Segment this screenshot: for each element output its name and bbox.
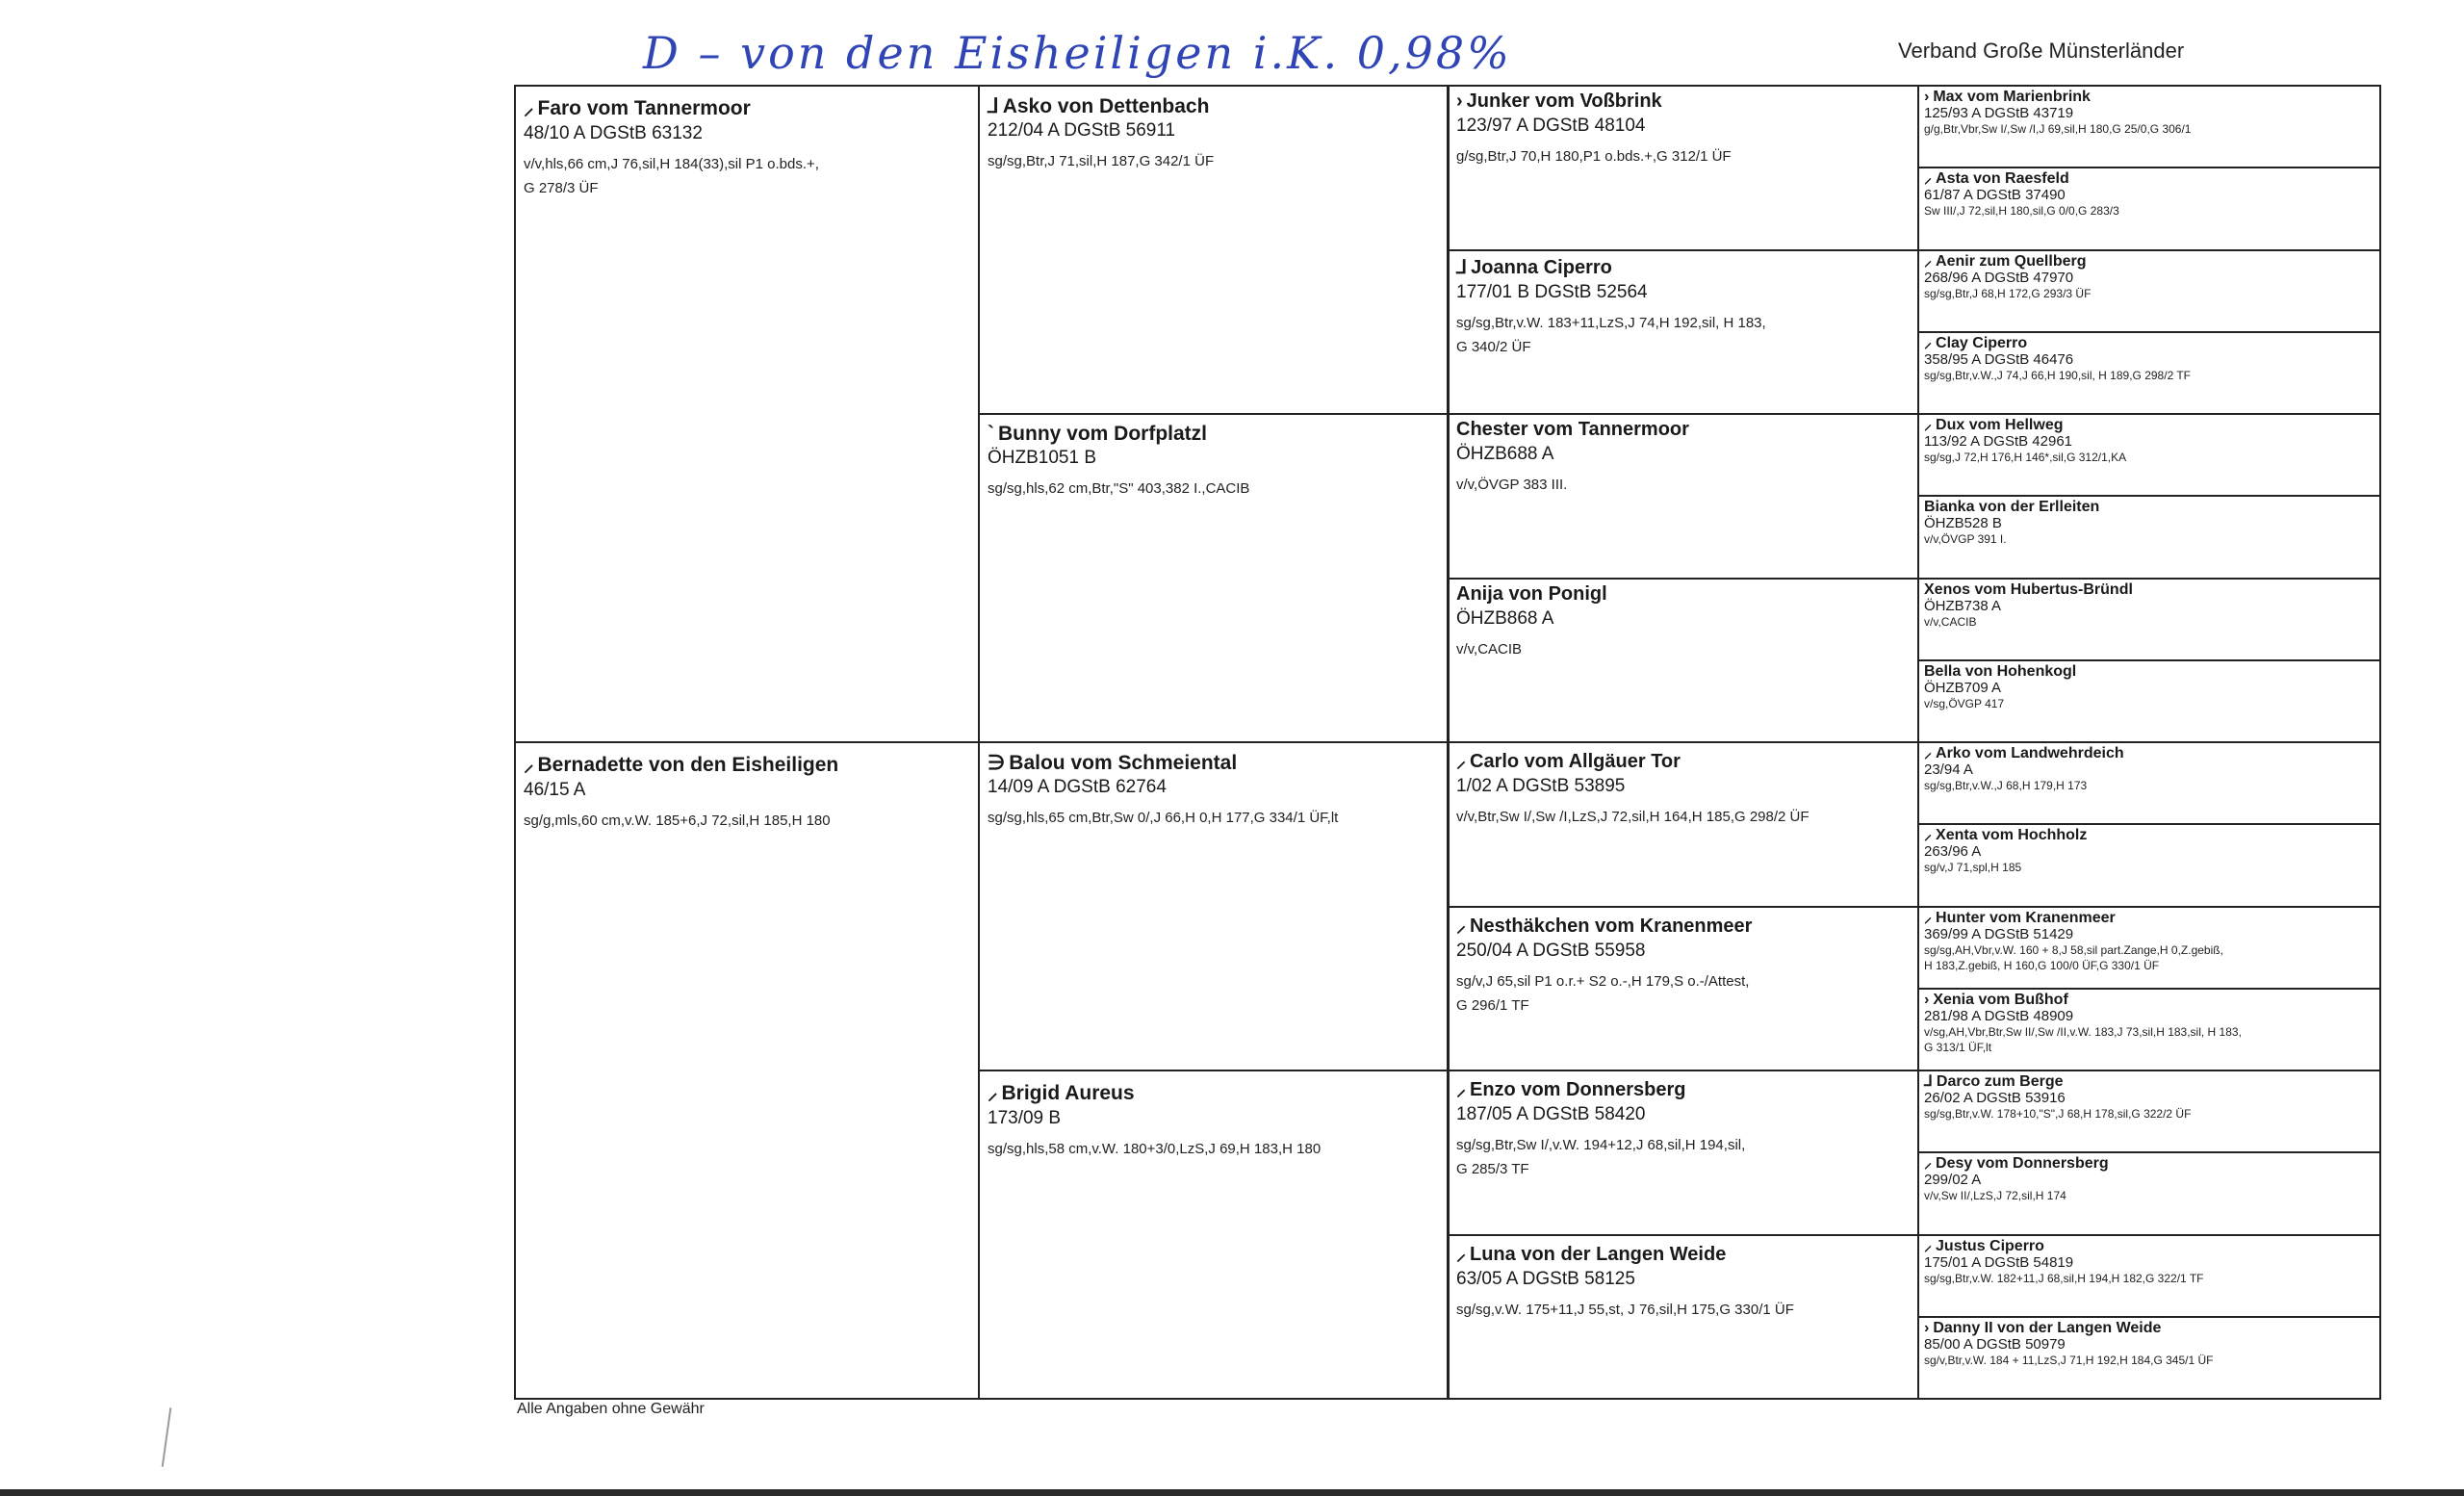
- hand-tick-mark: ⸝: [1924, 334, 1933, 351]
- performance-details: [1924, 614, 2374, 630]
- detail-line: v/v,ÖVGP 391 I.: [1924, 532, 2007, 547]
- pedigree-cell-gen2: [978, 1070, 1449, 1400]
- pedigree-cell-gen4: [1917, 413, 2381, 497]
- pedigree-cell-gen4: [1917, 249, 2381, 333]
- dog-name: [1456, 912, 1911, 938]
- performance-details: [524, 809, 970, 833]
- dog-name: [1924, 89, 2374, 106]
- dog-name-text: Carlo vom Allgäuer Tor: [1470, 751, 1681, 772]
- disclaimer-note: Alle Angaben ohne Gewähr: [517, 1401, 705, 1417]
- performance-details: [1924, 1271, 2374, 1286]
- detail-line: sg/sg,Btr,v.W.,J 74,J 66,H 190,sil, H 189,G 298/2 TF: [1924, 368, 2192, 382]
- pedigree-cell-gen4: [1917, 495, 2381, 579]
- hand-tick-mark: ⸝: [1924, 745, 1933, 761]
- detail-line: H 183,Z.gebiß, H 160,G 100/0 ÜF,G 330/1 ÜF: [1924, 958, 2160, 972]
- registration-number: 177/01 B DGStB 52564: [1456, 281, 1648, 302]
- dog-name-text: Bunny vom Dorfplatzl: [998, 423, 1208, 445]
- hand-tick-mark: ⸝: [1924, 1155, 1933, 1173]
- detail-line: sg/sg,Btr,J 71,sil,H 187,G 342/1 ÜF: [988, 153, 1215, 169]
- registration-number: 263/96 A: [1924, 843, 1982, 861]
- hand-tick-mark: ⸝: [1924, 252, 1933, 270]
- hand-tick-mark: ›: [1924, 89, 1930, 105]
- detail-line: g/g,Btr,Vbr,Sw I/,Sw /I,J 69,sil,H 180,G 25/0,G 306/1: [1924, 122, 2192, 136]
- detail-line: sg/sg,hls,62 cm,Btr,"S" 403,382 I.,CACIB: [988, 480, 1250, 497]
- detail-line: sg/sg,v.W. 175+11,J 55,st, J 76,sil,H 175,G 330/1 ÜF: [1456, 1301, 1794, 1318]
- performance-details: [1456, 1298, 1911, 1322]
- detail-line: sg/sg,Btr,Sw I/,v.W. 194+12,J 68,sil,H 194,sil,: [1456, 1137, 1746, 1153]
- registration-number: 358/95 A DGStB 46476: [1924, 350, 2074, 368]
- detail-line: v/sg,AH,Vbr,Btr,Sw II/,Sw /II,v.W. 183,J 73,sil,H 183,sil, H 183,: [1924, 1024, 2242, 1039]
- registration-number: 268/96 A DGStB 47970: [1924, 269, 2074, 286]
- dog-name: [1924, 663, 2374, 681]
- detail-line: sg/v,J 71,spl,H 185: [1924, 861, 2022, 875]
- registration-number: 48/10 A DGStB 63132: [524, 123, 703, 143]
- dog-name: [1456, 255, 1911, 279]
- registration-number: 26/02 A DGStB 53916: [1924, 1090, 2066, 1106]
- performance-details: [1456, 311, 1911, 359]
- detail-line: sg/g,mls,60 cm,v.W. 185+6,J 72,sil,H 185,H 180: [524, 812, 831, 829]
- performance-details: [1924, 1188, 2374, 1203]
- pedigree-cell-gen3: [1448, 906, 1919, 1072]
- dog-name: [1456, 747, 1911, 773]
- hand-tick-mark: ⸝: [1456, 751, 1466, 772]
- detail-line: G 313/1 ÜF,lt: [1924, 1040, 1992, 1054]
- dog-name: [1924, 910, 2374, 927]
- detail-line: v/v,Btr,Sw I/,Sw /I,LzS,J 72,sil,H 164,H 185,G 298/2 ÜF: [1456, 809, 1810, 825]
- detail-line: v/v,CACIB: [1924, 614, 1977, 629]
- dog-name: [1924, 170, 2374, 188]
- dog-name-text: Brigid Aureus: [1001, 1082, 1135, 1104]
- pedigree-cell-gen4: [1917, 578, 2381, 661]
- dog-name-text: Max vom Marienbrink: [1933, 89, 2091, 105]
- pedigree-cell-gen4: [1917, 1070, 2381, 1153]
- pedigree-cell-gen2: [978, 741, 1449, 1071]
- dog-name-text: Darco zum Berge: [1936, 1073, 2064, 1090]
- performance-details: [1456, 1133, 1911, 1181]
- registration-number: 113/92 A DGStB 42961: [1924, 433, 2073, 450]
- detail-line: g/sg,Btr,J 70,H 180,P1 o.bds.+,G 312/1 ÜF: [1456, 148, 1732, 165]
- dog-name: [1924, 499, 2374, 516]
- registration-number: 123/97 A DGStB 48104: [1456, 116, 1646, 136]
- registration-number: ÖHZB709 A: [1924, 679, 2002, 696]
- registration-number: 187/05 A DGStB 58420: [1456, 1104, 1646, 1124]
- detail-line: v/v,hls,66 cm,J 76,sil,H 184(33),sil P1 o.bds.+,: [524, 156, 819, 172]
- performance-details: [1456, 144, 1911, 168]
- pedigree-cell-gen4: [1917, 331, 2381, 415]
- dog-name-text: Aenir zum Quellberg: [1936, 252, 2087, 270]
- hand-tick-mark: ⸝: [1924, 417, 1933, 433]
- pedigree-cell-gen3: [1448, 578, 1919, 744]
- dog-name: [988, 94, 1439, 118]
- registration-number: 281/98 A DGStB 48909: [1924, 1007, 2074, 1024]
- registration-number: ÖHZB1051 B: [988, 448, 1096, 468]
- performance-details: [1924, 1106, 2374, 1122]
- hand-tick-mark: ⸝: [1924, 909, 1933, 926]
- detail-line: G 296/1 TF: [1456, 996, 1529, 1014]
- dog-name-text: Clay Ciperro: [1936, 334, 2028, 351]
- dog-name-text: Xenos vom Hubertus-Bründl: [1924, 580, 2133, 598]
- organization-name: Verband Große Münsterländer: [1898, 39, 2185, 63]
- dog-name-text: Bianka von der Erlleiten: [1924, 499, 2100, 516]
- hand-tick-mark: ⅃: [1924, 1073, 1933, 1090]
- dog-name-text: Luna von der Langen Weide: [1470, 1243, 1727, 1265]
- registration-number: ÖHZB868 A: [1456, 607, 1554, 629]
- dog-name-text: Hunter vom Kranenmeer: [1936, 909, 2116, 926]
- detail-line: G 278/3 ÜF: [524, 180, 599, 196]
- pedigree-cell-gen4: [1917, 1151, 2381, 1235]
- hand-tick-mark: ⸝: [988, 1082, 998, 1104]
- detail-line: v/sg,ÖVGP 417: [1924, 696, 2005, 710]
- hand-tick-mark: ⸝: [1456, 1243, 1466, 1265]
- pedigree-cell-gen3: [1448, 249, 1919, 416]
- detail-line: v/v,ÖVGP 383 III.: [1456, 477, 1568, 493]
- hand-tick-mark: ⸝: [1924, 170, 1933, 188]
- dog-name-text: Dux vom Hellweg: [1936, 417, 2064, 433]
- dog-name: [1924, 992, 2374, 1009]
- performance-details: [1456, 969, 1911, 1018]
- performance-details: [988, 1137, 1439, 1161]
- registration-number: 85/00 A DGStB 50979: [1924, 1335, 2066, 1353]
- handwritten-litter-note: D – von den Eisheiligen i.K. 0,98%: [643, 27, 1512, 79]
- dog-name: [1924, 1155, 2374, 1173]
- registration-number: 1/02 A DGStB 53895: [1456, 776, 1626, 796]
- registration-number: 14/09 A DGStB 62764: [988, 777, 1167, 797]
- hand-tick-mark: ›: [1924, 1319, 1930, 1336]
- hand-tick-mark: ⸝: [524, 97, 534, 119]
- registration-number: 23/94 A: [1924, 761, 1973, 778]
- dog-name: [988, 1079, 1439, 1106]
- hand-tick-mark: ⸝: [1924, 827, 1933, 844]
- pedigree-cell-gen4: [1917, 741, 2381, 825]
- hand-tick-mark: `: [988, 423, 994, 445]
- performance-details: [988, 477, 1439, 501]
- detail-line: v/v,Sw II/,LzS,J 72,sil,H 174: [1924, 1189, 2066, 1203]
- registration-number: 369/99 A DGStB 51429: [1924, 925, 2074, 942]
- detail-line: sg/sg,AH,Vbr,v.W. 160 + 8,J 58,sil part.Zange,H 0,Z.gebiß,: [1924, 942, 2223, 957]
- dog-name: [988, 751, 1439, 775]
- hand-tick-mark: ⅃: [1456, 256, 1468, 278]
- dog-name-text: Anija von Ponigl: [1456, 582, 1607, 605]
- detail-line: sg/sg,hls,58 cm,v.W. 180+3/0,LzS,J 69,H 183,H 180: [988, 1141, 1322, 1157]
- registration-number: 250/04 A DGStB 55958: [1456, 940, 1646, 961]
- dog-name: [1924, 417, 2374, 434]
- hand-tick-mark: ⅃: [988, 95, 999, 117]
- dog-name-text: Xenta vom Hochholz: [1936, 827, 2088, 844]
- detail-line: sg/sg,hls,65 cm,Btr,Sw 0/,J 66,H 0,H 177,G 334/1 ÜF,lt: [988, 810, 1339, 826]
- dog-name-text: Balou vom Schmeiental: [1009, 752, 1238, 774]
- detail-line: Sw III/,J 72,sil,H 180,sil,G 0/0,G 283/3: [1924, 204, 2119, 219]
- detail-line: sg/sg,Btr,J 68,H 172,G 293/3 ÜF: [1924, 286, 2092, 300]
- dog-name: [1924, 1320, 2374, 1337]
- detail-line: sg/sg,Btr,v.W.,J 68,H 179,H 173: [1924, 779, 2088, 792]
- dog-name-text: Nesthäkchen vom Kranenmeer: [1470, 915, 1753, 937]
- pedigree-cell-gen3: [1448, 413, 1919, 580]
- performance-details: [1924, 531, 2374, 547]
- detail-line: sg/sg,Btr,v.W. 178+10,"S",J 68,H 178,sil,G 322/2 ÜF: [1924, 1107, 2192, 1121]
- detail-line: sg/v,J 65,sil P1 o.r.+ S2 o.-,H 179,S o.-/Attest,: [1456, 972, 1750, 990]
- scan-edge: [0, 1489, 2464, 1496]
- pedigree-cell-gen3: [1448, 1070, 1919, 1236]
- performance-details: [524, 152, 970, 200]
- dog-name-text: Enzo vom Donnersberg: [1470, 1079, 1686, 1100]
- performance-details: [1924, 1024, 2374, 1055]
- pedigree-cell-gen1: [514, 741, 980, 1400]
- performance-details: [1456, 805, 1911, 829]
- dog-name: [1456, 1075, 1911, 1101]
- registration-number: 125/93 A DGStB 43719: [1924, 105, 2074, 121]
- dog-name: [1924, 581, 2374, 599]
- detail-line: G 285/3 TF: [1456, 1161, 1529, 1177]
- pedigree-cell-gen3: [1448, 741, 1919, 908]
- dog-name: [1456, 419, 1911, 441]
- dog-name: [988, 423, 1439, 446]
- dog-name-text: Bernadette von den Eisheiligen: [537, 754, 839, 776]
- pedigree-cell-gen4: [1917, 1234, 2381, 1318]
- pedigree-cell-gen2: [978, 85, 1449, 415]
- dog-name-text: Desy vom Donnersberg: [1936, 1155, 2109, 1173]
- detail-line: sg/sg,Btr,v.W. 183+11,LzS,J 74,H 192,sil, H 183,: [1456, 314, 1766, 331]
- performance-details: [1456, 637, 1911, 661]
- pedigree-cell-gen4: [1917, 988, 2381, 1071]
- dog-name-text: Xenia vom Bußhof: [1933, 991, 2068, 1008]
- pedigree-cell-gen4: [1917, 823, 2381, 907]
- pedigree-cell-gen4: [1917, 1316, 2381, 1400]
- dog-name-text: Joanna Ciperro: [1471, 256, 1612, 278]
- dog-name: [1924, 335, 2374, 352]
- performance-details: [1924, 368, 2374, 383]
- performance-details: [1924, 942, 2374, 973]
- dog-name: [1924, 1238, 2374, 1255]
- pedigree-cell-gen3: [1448, 85, 1919, 251]
- registration-number: ÖHZB528 B: [1924, 515, 2002, 532]
- performance-details: [988, 149, 1439, 173]
- dog-name-text: Arko vom Landwehrdeich: [1936, 745, 2124, 761]
- registration-number: ÖHZB738 A: [1924, 597, 2002, 614]
- dog-name-text: Asta von Raesfeld: [1936, 170, 2069, 188]
- dog-name-text: Bella von Hohenkogl: [1924, 662, 2077, 680]
- detail-line: sg/sg,J 72,H 176,H 146*,sil,G 312/1,KA: [1924, 451, 2127, 464]
- pedigree-cell-gen1: [514, 85, 980, 743]
- dog-name: [524, 751, 970, 778]
- registration-number: 212/04 A DGStB 56911: [988, 120, 1176, 141]
- dog-name: [1456, 1240, 1911, 1266]
- registration-number: 175/01 A DGStB 54819: [1924, 1253, 2074, 1271]
- pedigree-cell-gen2: [978, 413, 1449, 743]
- performance-details: [1924, 450, 2374, 465]
- dog-name: [1456, 583, 1911, 606]
- hand-tick-mark: ⸝: [1456, 915, 1466, 937]
- hand-tick-mark: ∋: [988, 752, 1006, 774]
- performance-details: [1924, 778, 2374, 793]
- registration-number: 63/05 A DGStB 58125: [1456, 1268, 1635, 1289]
- dog-name-text: Danny II von der Langen Weide: [1933, 1319, 2162, 1336]
- performance-details: [1924, 696, 2374, 711]
- registration-number: 46/15 A: [524, 780, 586, 800]
- hand-tick-mark: ›: [1456, 90, 1463, 112]
- pedigree-cell-gen4: [1917, 659, 2381, 743]
- detail-line: sg/v,Btr,v.W. 184 + 11,LzS,J 71,H 192,H 184,G 345/1 ÜF: [1924, 1353, 2214, 1367]
- performance-details: [988, 806, 1439, 830]
- pedigree-cell-gen4: [1917, 167, 2381, 250]
- performance-details: [1924, 203, 2374, 219]
- hand-tick-mark: ⸝: [1924, 1237, 1933, 1254]
- pedigree-cell-gen4: [1917, 85, 2381, 168]
- performance-details: [1924, 860, 2374, 875]
- performance-details: [1924, 286, 2374, 301]
- detail-line: v/v,CACIB: [1456, 640, 1523, 658]
- detail-line: G 340/2 ÜF: [1456, 338, 1531, 355]
- dog-name-text: Justus Ciperro: [1936, 1237, 2044, 1254]
- hand-tick-mark: ⸝: [1456, 1079, 1466, 1100]
- dog-name-text: Junker vom Voßbrink: [1466, 90, 1662, 112]
- dog-name-text: Chester vom Tannermoor: [1456, 419, 1689, 440]
- dog-name: [1924, 827, 2374, 844]
- dog-name: [1924, 253, 2374, 271]
- performance-details: [1924, 121, 2374, 137]
- dog-name-text: Asko von Dettenbach: [1002, 95, 1210, 117]
- dog-name: [524, 94, 970, 121]
- performance-details: [1456, 473, 1911, 497]
- dog-name: [1924, 1073, 2374, 1091]
- registration-number: 299/02 A: [1924, 1172, 1982, 1189]
- registration-number: 173/09 B: [988, 1108, 1062, 1128]
- pedigree-cell-gen3: [1448, 1234, 1919, 1401]
- performance-details: [1924, 1353, 2374, 1368]
- hand-tick-mark: ›: [1924, 991, 1930, 1008]
- dog-name: [1456, 90, 1911, 113]
- dog-name: [1924, 745, 2374, 762]
- detail-line: sg/sg,Btr,v.W. 182+11,J 68,sil,H 194,H 182,G 322/1 TF: [1924, 1271, 2204, 1285]
- dog-name-text: Faro vom Tannermoor: [537, 97, 751, 119]
- pencil-mark: [162, 1407, 172, 1467]
- registration-number: 61/87 A DGStB 37490: [1924, 187, 2066, 204]
- pedigree-cell-gen4: [1917, 906, 2381, 990]
- registration-number: ÖHZB688 A: [1456, 444, 1554, 464]
- hand-tick-mark: ⸝: [524, 754, 534, 776]
